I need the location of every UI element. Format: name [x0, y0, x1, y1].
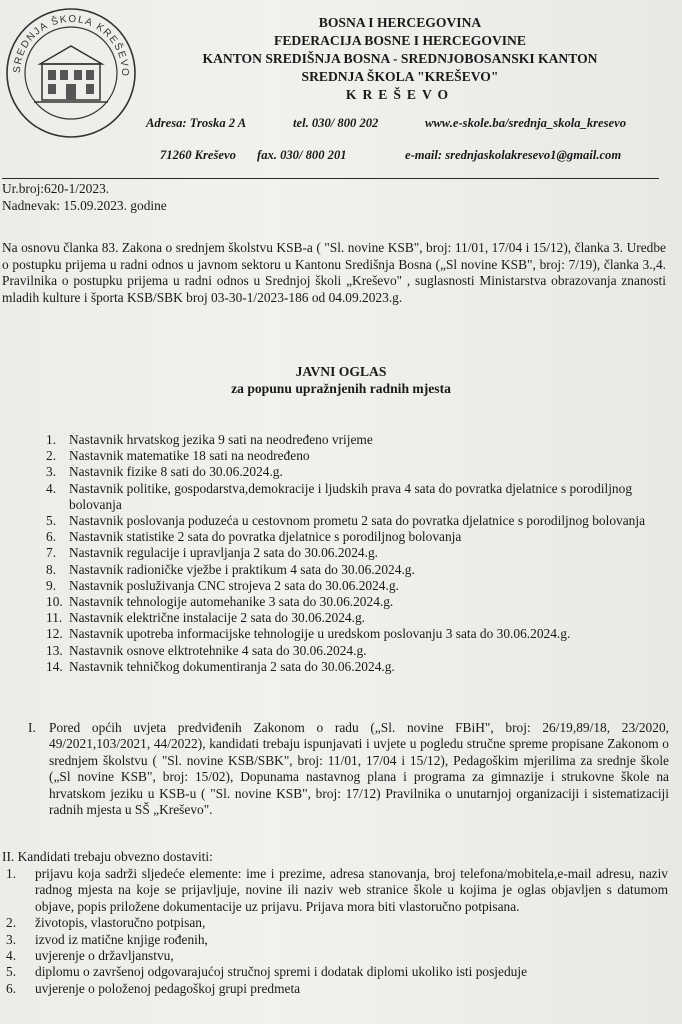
required-documents-list — [0, 866, 682, 997]
list-item-text: Nastavnik električne instalacije 2 sata do 30.06.2024.g. — [69, 610, 365, 626]
list-item-number: 13. — [46, 642, 63, 658]
list-item-text: životopis, vlastoručno potpisan, — [35, 915, 206, 931]
list-item-text: prijavu koja sadrži sljedeće elemente: ime i prezime, adresa stanovanja, broj telefona/mobitela,e-mail adresu, naziv radnog mjesta na koje se prijavljuje, novine ili naziv web stranice škole u kojima je oglas objavljen s datumom objave, popis priložene dokumentacije uz prijavu. Prijava mora biti vlastoručno potpisana. — [35, 866, 668, 914]
general-conditions-text: Pored općih uvjeta predviđenih Zakonom o radu („Sl. novine FBiH", broj: 26/19,89/18, 23/2020, 49/2021,103/2021, 44/2022), kandidati trebaju ispunjavati i uvjete u pogledu stručne spreme propisane Zakonom o srednjem školstvu ( "Sl. novine KSB/SBK", broj: 11/01, 17/04 i 15/12), Pedagoškim mjerilima za srednje škole („Sl novine KSB", broj: 15/02), Dopunama nastavnog plana i programa za gimnazije i strukovne škole na hrvatskom jeziku u KSB-u ( "Sl. novine KSB", broj: 17/12) Pravilnika o unutarnjoj organizaciji i sistematizaciji radnih mjesta u SŠ „Kreševo". — [49, 720, 669, 818]
position-item — [0, 610, 682, 626]
list-item-text: uvjerenje o položenoj pedagoškoj grupi predmeta — [35, 980, 301, 996]
list-item-number: 11. — [46, 610, 63, 626]
list-item-text: Nastavnik regulacije i upravljanja 2 sata do 30.06.2024.g. — [69, 545, 379, 561]
position-item — [0, 432, 682, 448]
required-document-item — [0, 932, 682, 948]
list-item-text: Nastavnik radioničke vježbe i praktikum 4 sata do 30.06.2024.g. — [69, 561, 415, 577]
list-item-number: 4. — [46, 480, 57, 496]
list-item-text: uvjerenje o državljanstvu, — [35, 948, 174, 964]
list-item-text: diplomu o završenoj odgovarajućoj stručnoj spremi i dodatak diplomi ukoliko isti posjeduje — [35, 964, 528, 980]
position-item — [0, 562, 682, 578]
list-item-text: Nastavnik posluživanja CNC strojeva 2 sata do 30.06.2024.g. — [69, 577, 399, 593]
legal-basis-paragraph: Na osnovu članka 83. Zakona o srednjem školstvu KSB-a ( "Sl. novine KSB", broj: 11/01, 17/04 i 15/12), članka 3. Uredbe o postupku prijema u radni odnos u javnom sektoru u Kantonu Središnja Bosna („Sl novine KSB", broj: 7/19), članka 3.,4. Pravilnika o postupku prijema u radni odnos u Srednjoj školi „Kreševo" , suglasnosti Ministarstva obrazovanja znanosti mladih kulture i športa KSB/SBK broj 03-30-1/2023-186 od 04.09.2023.g. — [2, 240, 666, 305]
header-divider — [2, 178, 659, 179]
position-item — [0, 578, 682, 594]
address-text: Adresa: Troska 2 A — [146, 116, 247, 130]
list-item-number: 3. — [6, 931, 17, 947]
list-item-text: Nastavnik poslovanja poduzeća u cestovnom prometu 2 sata do povratka djelatnice s porodiljnog bolovanja — [69, 513, 646, 529]
required-document-item — [0, 981, 682, 997]
list-item-number: 8. — [46, 561, 57, 577]
header-country: BOSNA I HERCEGOVINA — [318, 15, 482, 30]
list-item-text: Nastavnik tehnologije automehanike 3 sata do 30.06.2024.g. — [69, 594, 394, 610]
list-item-text: Nastavnik tehničkog dokumentiranja 2 sata do 30.06.2024.g. — [69, 658, 395, 674]
header-school: SREDNJA ŠKOLA "KREŠEVO" — [301, 69, 499, 84]
list-item-number: 14. — [46, 658, 63, 674]
position-item — [0, 481, 682, 513]
position-item — [0, 594, 682, 610]
section-number: I. — [28, 720, 36, 735]
list-item-text: Nastavnik statistike 2 sata do povratka djelatnice s porodiljnog bolovanja — [69, 529, 462, 545]
list-item-number: 7. — [46, 545, 57, 561]
fax-text: fax. 030/ 800 201 — [257, 148, 347, 162]
reference-number: Ur.broj:620-1/2023. — [2, 181, 110, 196]
list-item-number: 2. — [46, 448, 57, 464]
svg-text:SREDNJA ŠKOLA KREŠEVO: SREDNJA ŠKOLA KREŠEVO — [11, 13, 131, 78]
position-item — [0, 643, 682, 659]
institution-header — [150, 14, 650, 104]
list-item-number: 5. — [46, 513, 57, 529]
school-seal-logo — [4, 6, 138, 140]
list-item-number: 5. — [6, 964, 17, 980]
list-item-number: 1. — [46, 432, 57, 447]
list-item-text: Nastavnik hrvatskog jezika 9 sati na neodređeno vrijeme — [69, 432, 373, 447]
list-item-number: 10. — [46, 594, 63, 610]
postal-code-text: 71260 Kreševo — [160, 148, 236, 162]
list-item-number: 3. — [46, 464, 57, 480]
header-canton: KANTON SREDIŠNJA BOSNA - SREDNJOBOSANSKI KANTON — [202, 51, 598, 66]
list-item-text: izvod iz matične knjige rođenih, — [35, 931, 208, 947]
required-document-item — [0, 964, 682, 980]
required-document-item — [0, 866, 682, 915]
position-item — [0, 545, 682, 561]
position-item — [0, 513, 682, 529]
list-item-number: 9. — [46, 577, 57, 593]
list-item-text: Nastavnik politike, gospodarstva,demokracije i ljudskih prava 4 sata do povratka djelatnice s porodiljnog bolovanja — [69, 480, 633, 512]
list-item-number: 2. — [6, 915, 17, 931]
website-link[interactable]: www.e-skole.ba/srednja_skola_kresevo — [425, 116, 627, 130]
list-item-text: Nastavnik matematike 18 sati na neodređeno — [69, 448, 310, 464]
header-city: KREŠEVO — [345, 87, 455, 102]
required-document-item — [0, 915, 682, 931]
list-item-number: 6. — [46, 529, 57, 545]
phone-text: tel. 030/ 800 202 — [293, 116, 379, 130]
section-required-documents-title: II. Kandidati trebaju obvezno dostaviti: — [2, 849, 213, 864]
list-item-number: 6. — [6, 980, 17, 996]
position-item — [0, 448, 682, 464]
list-item-text: Nastavnik fizike 8 sati do 30.06.2024.g. — [69, 464, 283, 480]
notice-title: JAVNI OGLAS — [295, 364, 387, 379]
list-item-text: Nastavnik osnove elktrotehnike 4 sata do 30.06.2024.g. — [69, 642, 367, 658]
list-item-number: 1. — [6, 866, 17, 881]
email-link[interactable]: e-mail: srednjaskolakresevo1@gmail.com — [405, 148, 622, 162]
positions-list — [0, 432, 682, 675]
position-item — [0, 529, 682, 545]
required-document-item — [0, 948, 682, 964]
list-item-text: Nastavnik upotreba informacijske tehnologije u uredskom poslovanju 3 sata do 30.06.2024.g. — [69, 626, 571, 642]
position-item — [0, 464, 682, 480]
position-item — [0, 626, 682, 642]
position-item — [0, 659, 682, 675]
list-item-number: 12. — [46, 626, 63, 642]
document-date: Nadnevak: 15.09.2023. godine — [2, 198, 167, 213]
list-item-number: 4. — [6, 948, 17, 964]
notice-subtitle: za popunu upražnjenih radnih mjesta — [231, 381, 451, 396]
header-federation: FEDERACIJA BOSNE I HERCEGOVINE — [274, 33, 526, 48]
